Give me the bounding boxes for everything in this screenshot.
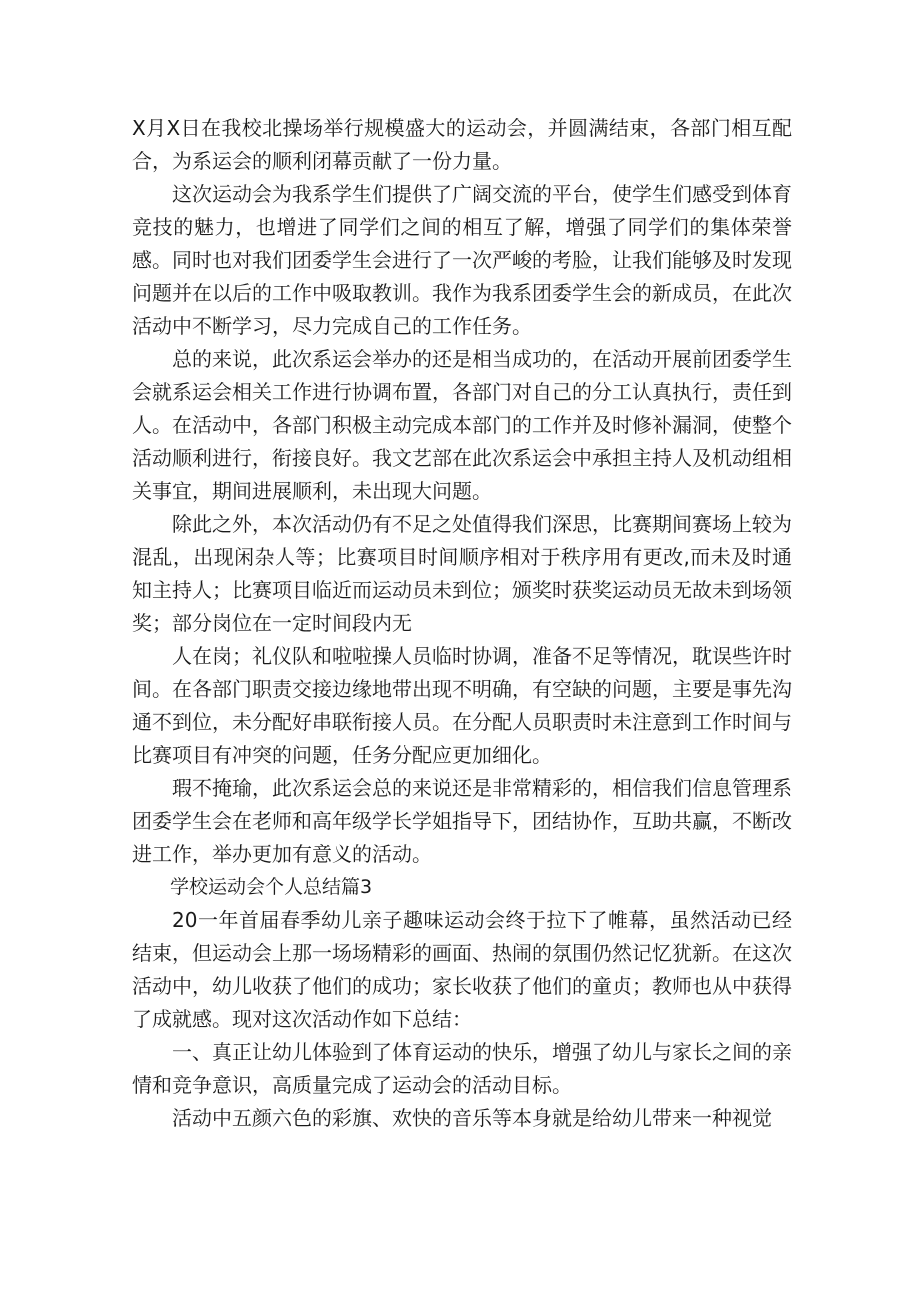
- paragraph-7: 20一年首届春季幼儿亲子趣味运动会终于拉下了帷幕，虽然活动已经结束，但运动会上那一场场精彩的画面、热闹的氛围仍然记忆犹新。在这次活动中，幼儿收获了他们的成功；家长收获了他们的童贞；教师也从中获得了成就感。现对这次活动作如下总结：: [132, 908, 792, 1031]
- document-body: [132, 112, 792, 1135]
- paragraph-5: 人在岗；礼仪队和啦啦操人员临时协调，准备不足等情况，耽误些许时间。在各部门职责交接边缘地带出现不明确，有空缺的问题，主要是事先沟通不到位，未分配好串联衔接人员。在分配人员职责时未注意到工作时间与比赛项目有冲突的问题，任务分配应更加细化。: [132, 644, 792, 767]
- paragraph-4: 除此之外，本次活动仍有不足之处值得我们深思，比赛期间赛场上较为混乱，出现闲杂人等；比赛项目时间顺序相对于秩序用有更改,而未及时通知主持人；比赛项目临近而运动员未到位；颁奖时获奖运动员无故未到场领奖；部分岗位在一定时间段内无: [132, 512, 792, 635]
- paragraph-6: 瑕不掩瑜，此次系运会总的来说还是非常精彩的，相信我们信息管理系团委学生会在老师和高年级学长学姐指导下，团结协作，互助共赢，不断改进工作，举办更加有意义的活动。: [132, 776, 792, 866]
- paragraph-2: 这次运动会为我系学生们提供了广阔交流的平台，使学生们感受到体育竞技的魅力，也增进了同学们之间的相互了解，增强了同学们的集体荣誉感。同时也对我们团委学生会进行了一次严峻的考脸，让我们能够及时发现问题并在以后的工作中吸取教训。我作为我系团委学生会的新成员，在此次活动中不断学习，尽力完成自己的工作任务。: [132, 182, 792, 338]
- paragraph-8: 一、真正让幼儿体验到了体育运动的快乐，增强了幼儿与家长之间的亲情和竞争意识，高质量完成了运动会的活动目标。: [132, 1040, 792, 1097]
- section-heading: 学校运动会个人总结篇3: [170, 876, 373, 898]
- paragraph-1: X月X日在我校北操场举行规模盛大的运动会，并圆满结束，各部门相互配合，为系运会的顺利闭幕贡献了一份力量。: [132, 116, 792, 173]
- paragraph-3: 总的来说，此次系运会举办的还是相当成功的，在活动开展前团委学生会就系运会相关工作进行协调布置，各部门对自己的分工认真执行，责任到人。在活动中，各部门积极主动完成本部门的工作并及时修补漏洞，使整个活动顺利进行，衔接良好。我文艺部在此次系运会中承担主持人及机动组相关事宜，期间进展顺利，未出现大问题。: [132, 347, 792, 503]
- paragraph-9: 活动中五颜六色的彩旗、欢快的音乐等本身就是给幼儿带来一种视觉: [172, 1106, 772, 1130]
